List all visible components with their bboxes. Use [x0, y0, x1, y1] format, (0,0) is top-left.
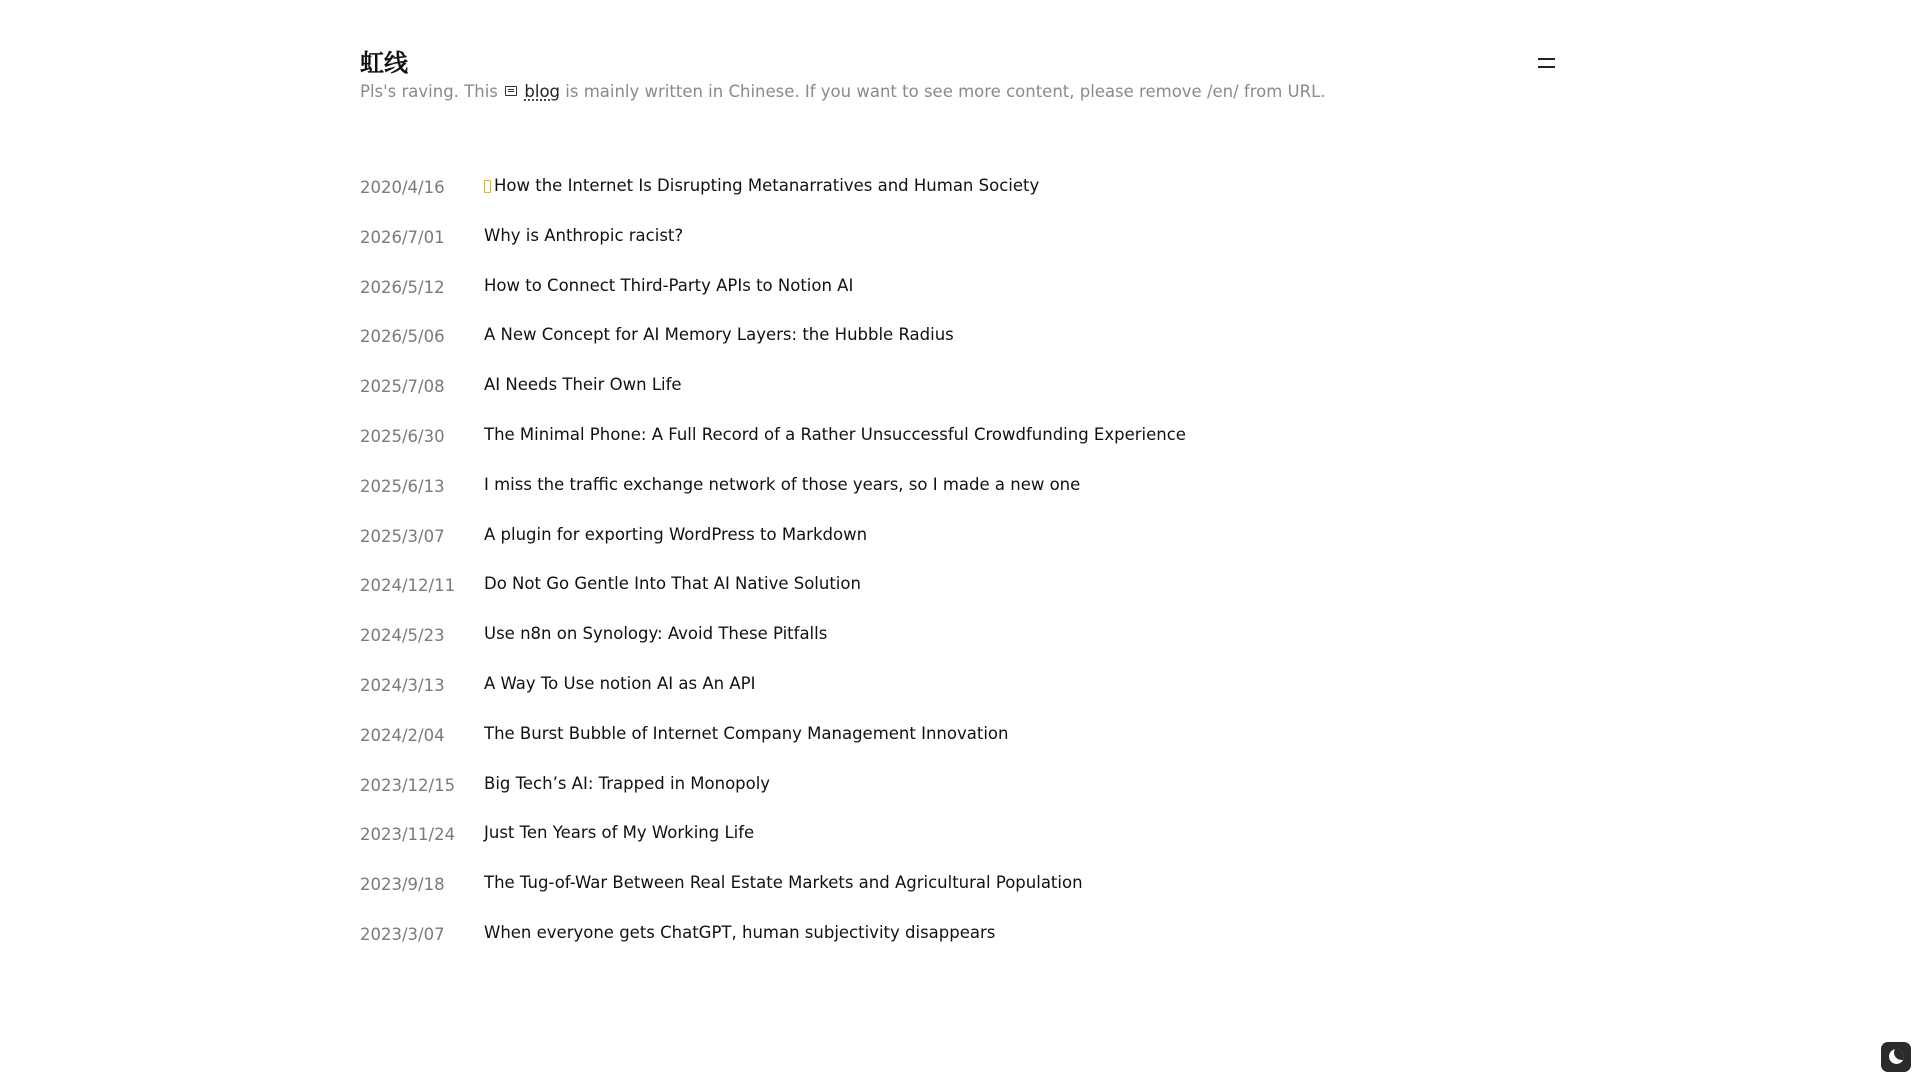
blog-link[interactable]: blog [524, 82, 561, 101]
post-title-link[interactable]: Just Ten Years of My Working Life [484, 823, 755, 843]
post-date: 2023/11/24 [360, 825, 456, 845]
post-item [360, 226, 1560, 276]
post-title-link[interactable]: A Way To Use notion AI as An API [484, 673, 756, 693]
post-item [360, 375, 1560, 425]
post-date: 2024/2/04 [360, 725, 445, 745]
post-item [360, 724, 1560, 774]
post-title-link[interactable]: When everyone gets ChatGPT, human subjectivity disappears [484, 922, 996, 942]
post-item [360, 624, 1560, 674]
menu-line [1538, 58, 1555, 60]
post-date: 2026/5/12 [360, 277, 445, 297]
post-title-link[interactable]: The Minimal Phone: A Full Record of a Rather Unsuccessful Crowdfunding Experience [484, 424, 1186, 444]
pin-icon [484, 180, 491, 193]
post-item [360, 574, 1560, 624]
post-title-link[interactable]: A plugin for exporting WordPress to Markdown [484, 524, 868, 544]
menu-line [1538, 66, 1555, 68]
post-item [360, 873, 1560, 923]
post-item [360, 525, 1560, 575]
post-date: 2024/12/11 [360, 576, 456, 596]
post-date: 2024/5/23 [360, 626, 445, 646]
post-date: 2024/3/13 [360, 675, 445, 695]
post-title-text: How the Internet Is Disrupting Metanarratives and Human Society [494, 176, 1040, 195]
post-title-link[interactable] [484, 176, 1039, 195]
post-date: 2025/6/30 [360, 426, 445, 446]
post-item [360, 923, 1560, 973]
post-date: 2020/4/16 [360, 178, 445, 197]
post-item [360, 674, 1560, 724]
post-date: 2025/6/13 [360, 476, 445, 496]
post-title-link[interactable]: How to Connect Third-Party APIs to Notion AI [484, 275, 854, 295]
post-item [360, 325, 1560, 375]
post-date: 2025/3/07 [360, 526, 445, 546]
site-title[interactable]: 虹线 [360, 49, 408, 77]
post-title-link[interactable]: A New Concept for AI Memory Layers: the Hubble Radius [484, 325, 954, 345]
post-item [360, 276, 1560, 326]
post-item [360, 176, 1560, 226]
post-date: 2023/9/18 [360, 875, 445, 895]
post-item [360, 425, 1560, 475]
post-item [360, 774, 1560, 824]
post-title-link[interactable]: Big Tech’s AI: Trapped in Monopoly [484, 773, 771, 793]
post-title-link[interactable]: Do Not Go Gentle Into That AI Native Solution [484, 574, 861, 594]
site-header [360, 46, 1560, 104]
post-date: 2025/7/08 [360, 377, 445, 397]
post-item [360, 823, 1560, 873]
post-date: 2023/3/07 [360, 924, 445, 944]
subtitle-text-before: Pls's raving. This [360, 82, 504, 101]
post-item [360, 475, 1560, 525]
post-title-link[interactable]: The Burst Bubble of Internet Company Management Innovation [484, 723, 1009, 743]
post-title-link[interactable]: I miss the traffic exchange network of those years, so I made a new one [484, 474, 1081, 494]
theme-toggle-button[interactable] [1881, 1042, 1911, 1072]
post-date: 2026/7/01 [360, 227, 445, 247]
subtitle-text-after: is mainly written in Chinese. If you want to see more content, please remove /en/ from URL. [560, 82, 1326, 101]
post-title-link[interactable]: AI Needs Their Own Life [484, 375, 682, 395]
site-subtitle [360, 80, 1560, 104]
book-icon [505, 86, 517, 96]
post-date: 2026/5/06 [360, 327, 445, 347]
post-list [360, 176, 1560, 973]
post-title-link[interactable]: Why is Anthropic racist? [484, 225, 684, 245]
post-title-link[interactable]: The Tug-of-War Between Real Estate Markets and Agricultural Population [484, 873, 1083, 893]
post-date: 2023/12/15 [360, 775, 456, 795]
menu-icon[interactable] [1538, 56, 1558, 70]
moon-icon [1889, 1049, 1904, 1064]
post-title-link[interactable]: Use n8n on Synology: Avoid These Pitfalls [484, 624, 828, 644]
